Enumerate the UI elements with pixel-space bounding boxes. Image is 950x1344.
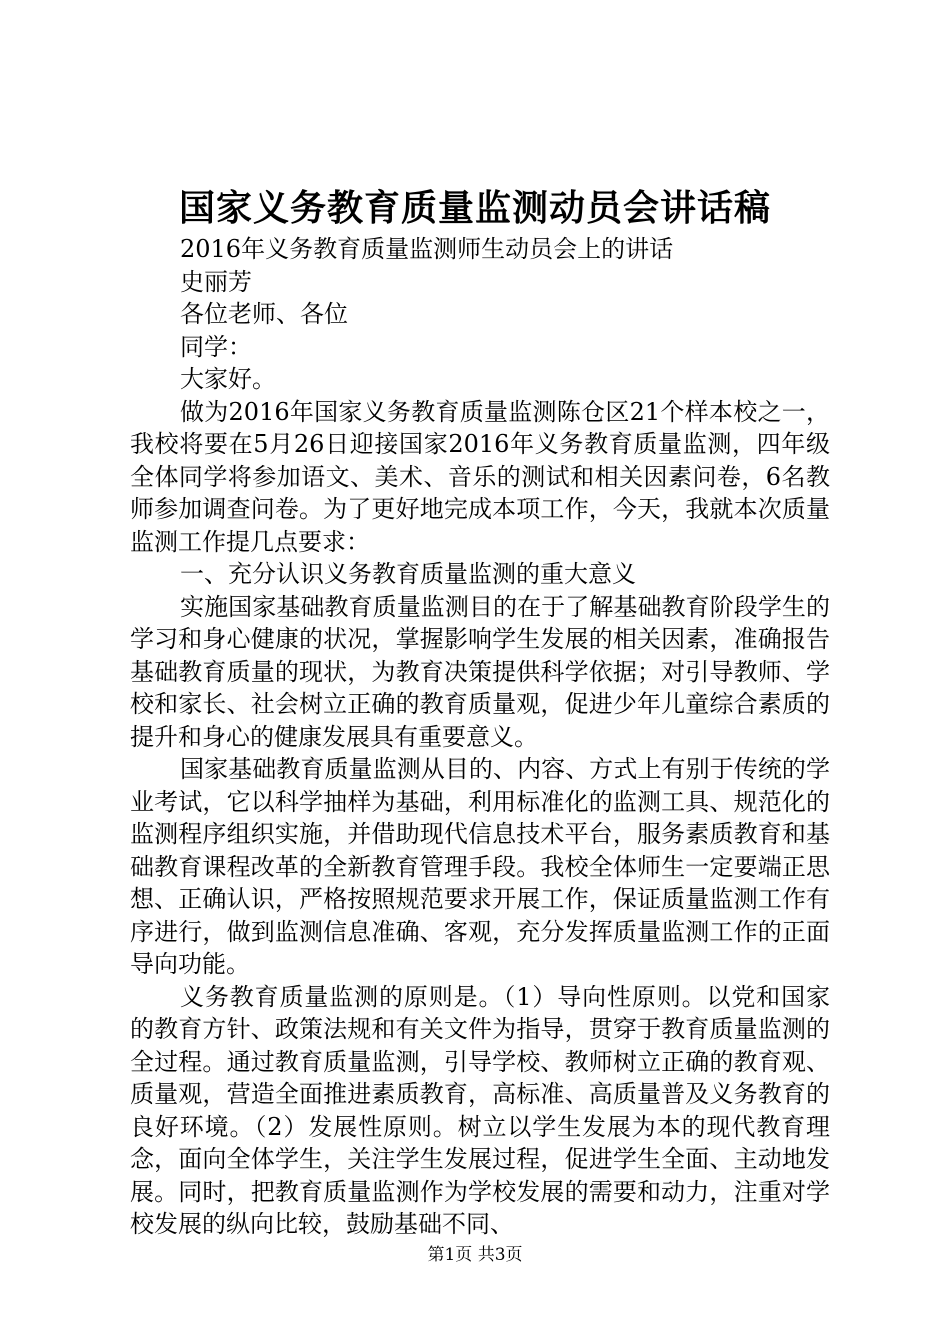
paragraph-principles: 义务教育质量监测的原则是。（1）导向性原则。以党和国家的教育方针、政策法规和有关文件为指导，贯穿于教育质量监测的全过程。通过教育质量监测，引导学校、教师树立正确的教育观、质量观，营造全面推进素质教育，高标准、高质量普及义务教育的良好环境。（2）发展性原则。树立以学生发展为本的现代教育理念，面向全体学生，关注学生发展过程，促进学生全面、主动地发展。同时，把教育质量监测作为学校发展的需要和动力，注重对学校发展的纵向比较，鼓励基础不同、 [130, 982, 830, 1238]
document-body [130, 233, 830, 1241]
salutation-line-2: 同学： [180, 332, 252, 361]
speech-subtitle: 2016年义务教育质量监测师生动员会上的讲话 [180, 235, 674, 263]
paragraph-monitoring: 国家基础教育质量监测从目的、内容、方式上有别于传统的学业考试，它以科学抽样为基础，利用标准化的监测工具、规范化的监测程序组织实施，并借助现代信息技术平台，服务素质教育和基础教育课程改革的全新教育管理手段。我校全体师生一定要端正思想、正确认识，严格按照规范要求开展工作，保证质量监测工作有序进行，做到监测信息准确、客观，充分发挥质量监测工作的正面导向功能。 [130, 755, 830, 978]
paragraph-significance: 实施国家基础教育质量监测目的在于了解基础教育阶段学生的学习和身心健康的状况，掌握影响学生发展的相关因素，准确报告基础教育质量的现状，为教育决策提供科学依据；对引导教师、学校和家长、社会树立正确的教育质量观，促进少年儿童综合素质的提升和身心的健康发展具有重要意义。 [130, 592, 830, 751]
paragraph-intro: 做为2016年国家义务教育质量监测陈仓区21个样本校之一，我校将要在5月26日迎接国家2016年义务教育质量监测，四年级全体同学将参加语文、美术、音乐的测试和相关因素问卷，6名教师参加调查问卷。为了更好地完成本项工作，今天，我就本次质量监测工作提几点要求： [130, 397, 830, 556]
page-footer: 第1页 共3页 [427, 1245, 523, 1265]
section-heading-1: 一、充分认识义务教育质量监测的重大意义 [180, 560, 636, 588]
document-title: 国家义务教育质量监测动员会讲话稿 [178, 187, 771, 229]
author-name: 史丽芳 [180, 267, 252, 296]
salutation-line-1: 各位老师、各位 [180, 300, 348, 328]
greeting: 大家好。 [180, 365, 276, 393]
